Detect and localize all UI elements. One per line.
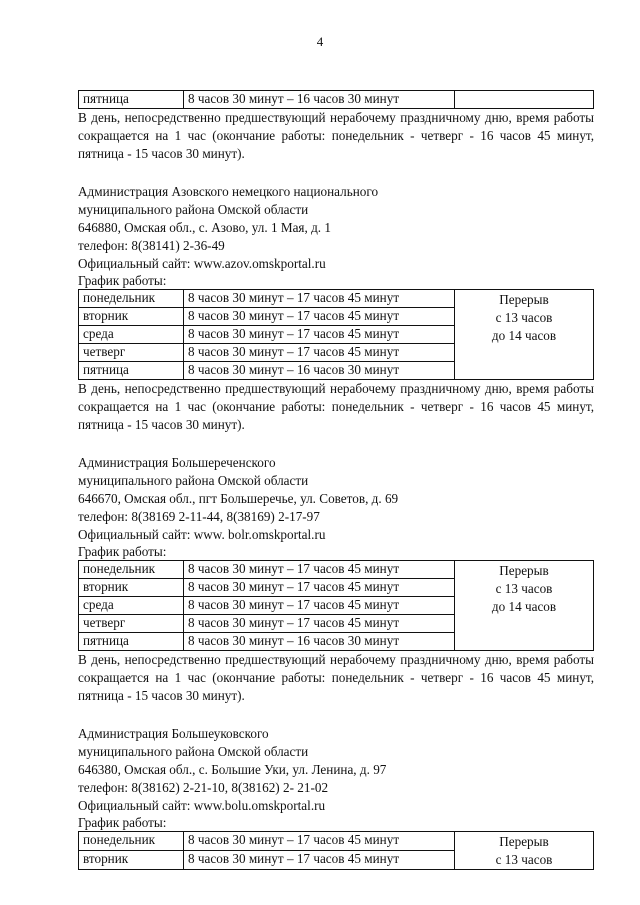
break-from: с 13 часов [495, 581, 553, 596]
day-cell: вторник [79, 851, 184, 870]
break-title: Перерыв [499, 563, 549, 578]
org-title-cont: муниципального района Омской области [78, 202, 309, 217]
holiday-note: В день, непосредственно предшествующий нерабочему праздничному дню, время работы сокращается на 1 час (окончание работы: понедельник - четверг - 16 часов 45 минут, пятница - 15 часов 30 минут). [78, 110, 594, 161]
day-cell: понедельник [79, 832, 184, 851]
table-row [79, 832, 594, 851]
day-cell: пятница [79, 633, 184, 651]
org-phone: телефон: 8(38162) 2-21-10, 8(38162) 2- 21-02 [78, 780, 329, 795]
day-cell: четверг [79, 344, 184, 362]
hours-cell: 8 часов 30 минут – 17 часов 45 минут [184, 597, 455, 615]
org-address: 646380, Омская обл., с. Большие Уки, ул. Ленина, д. 97 [78, 762, 387, 777]
hours-cell: 8 часов 30 минут – 16 часов 30 минут [184, 633, 455, 651]
hours-cell: 8 часов 30 минут – 17 часов 45 минут [184, 832, 455, 851]
org-address: 646670, Омская обл., пгт Большеречье, ул. Советов, д. 69 [78, 491, 399, 506]
hours-cell: 8 часов 30 минут – 17 часов 45 минут [184, 344, 455, 362]
holiday-note: В день, непосредственно предшествующий нерабочему праздничному дню, время работы сокращается на 1 час (окончание работы: понедельник - четверг - 16 часов 45 минут, пятница - 15 часов 30 минут). [78, 381, 594, 432]
day-cell: понедельник [79, 290, 184, 308]
hours-cell: 8 часов 30 минут – 17 часов 45 минут [184, 308, 455, 326]
hours-cell: 8 часов 30 минут – 17 часов 45 минут [184, 326, 455, 344]
table-row [79, 561, 594, 579]
org-title-cont: муниципального района Омской области [78, 473, 309, 488]
document-body [78, 90, 594, 870]
hours-cell: 8 часов 30 минут – 17 часов 45 минут [184, 579, 455, 597]
schedule-label: График работы: [78, 544, 167, 559]
day-cell: среда [79, 597, 184, 615]
org-site: Официальный сайт: www. bolr.omskportal.ru [78, 527, 326, 542]
hours-cell: 8 часов 30 минут – 17 часов 45 минут [184, 290, 455, 308]
break-title: Перерыв [499, 292, 549, 307]
page-number: 4 [316, 34, 324, 49]
hours-cell: 8 часов 30 минут – 17 часов 45 минут [184, 615, 455, 633]
break-from: с 13 часов [495, 310, 553, 325]
holiday-note: В день, непосредственно предшествующий нерабочему праздничному дню, время работы сокращается на 1 час (окончание работы: понедельник - четверг - 16 часов 45 минут, пятница - 15 часов 30 минут). [78, 652, 594, 703]
org-site: Официальный сайт: www.bolu.omskportal.ru [78, 798, 326, 813]
day-cell: вторник [79, 579, 184, 597]
break-cell [455, 290, 594, 380]
day-cell: четверг [79, 615, 184, 633]
hours-cell: 8 часов 30 минут – 16 часов 30 минут [184, 91, 455, 109]
org-address: 646880, Омская обл., с. Азово, ул. 1 Мая, д. 1 [78, 220, 331, 235]
break-title: Перерыв [499, 834, 549, 849]
schedule-label: График работы: [78, 815, 167, 830]
hours-cell: 8 часов 30 минут – 17 часов 45 минут [184, 561, 455, 579]
break-cell [455, 561, 594, 651]
org-phone: телефон: 8(38141) 2-36-49 [78, 238, 225, 253]
break-cell [455, 91, 594, 109]
break-cell [455, 832, 594, 870]
org-section-azovo [78, 183, 594, 434]
org-title-cont: муниципального района Омской области [78, 744, 309, 759]
hours-cell: 8 часов 30 минут – 17 часов 45 минут [184, 851, 455, 870]
schedule-table [78, 560, 594, 651]
schedule-table [78, 831, 594, 870]
day-cell: понедельник [79, 561, 184, 579]
org-title: Администрация Азовского немецкого национального [78, 184, 379, 199]
org-section-bolsheuki [78, 725, 594, 870]
break-to: до 14 часов [491, 599, 557, 614]
schedule-table [78, 289, 594, 380]
break-to: до 14 часов [491, 328, 557, 343]
table-row [79, 91, 594, 109]
day-cell: пятница [79, 362, 184, 380]
org-title: Администрация Большереченского [78, 455, 276, 470]
top-schedule-table [78, 90, 594, 109]
org-section-bolsherechye [78, 454, 594, 705]
org-title: Администрация Большеуковского [78, 726, 269, 741]
day-cell: среда [79, 326, 184, 344]
hours-cell: 8 часов 30 минут – 16 часов 30 минут [184, 362, 455, 380]
table-row [79, 290, 594, 308]
break-from: с 13 часов [495, 852, 553, 867]
schedule-label: График работы: [78, 273, 167, 288]
day-cell: вторник [79, 308, 184, 326]
org-site: Официальный сайт: www.azov.omskportal.ru [78, 256, 326, 271]
day-cell: пятница [79, 91, 184, 109]
org-phone: телефон: 8(38169 2-11-44, 8(38169) 2-17-97 [78, 509, 320, 524]
